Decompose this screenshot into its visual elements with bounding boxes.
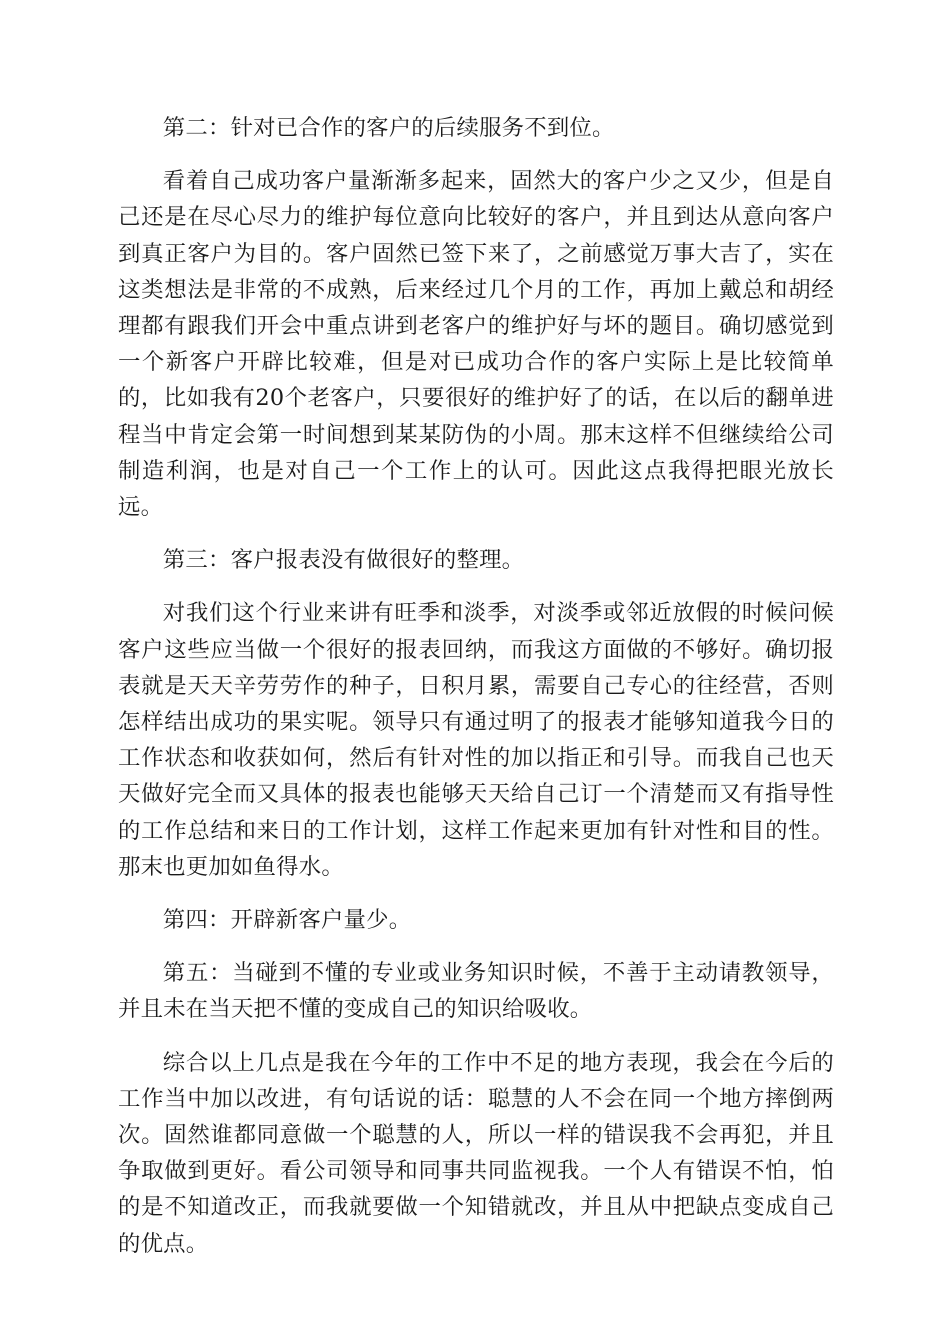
paragraph-summary: 综合以上几点是我在今年的工作中不足的地方表现，我会在今后的工作当中加以改进，有句话说的话：聪慧的人不会在同一个地方摔倒两次。固然谁都同意做一个聪慧的人，所以一样的错误我不会再犯，并且争取做到更好。看公司领导和同事共同监视我。一个人有错误不怕，怕的是不知道改正，而我就要做一个知错就改，并且从中把缺点变成自己的优点。 [118, 1049, 834, 1257]
paragraph-point-four: 第四：开辟新客户量少。 [162, 907, 412, 934]
paragraph-point-five: 第五：当碰到不懂的专业或业务知识时候，不善于主动请教领导，并且未在当天把不懂的变成自己的知识给吸收。 [118, 960, 834, 1023]
paragraph-point-two: 第二：针对已合作的客户的后续服务不到位。 [162, 115, 615, 141]
paragraph-point-three-detail: 对我们这个行业来讲有旺季和淡季，对淡季或邻近放假的时候问候客户这些应当做一个很好的报表回纳，而我这方面做的不够好。确切报表就是天天辛劳劳作的种子，日积月累，需要自己专心的往经营，否则怎样结出成功的果实呢。领导只有通过明了的报表才能够知道我今日的工作状态和收获如何，然后有针对性的加以指正和引导。而我自己也天天做好完全而又具体的报表也能够天天给自己订一个清楚而又有指导性的工作总结和来日的工作计划，这样工作起来更加有针对性和目的性。那末也更加如鱼得水。 [118, 600, 834, 880]
paragraph-point-two-detail: 看着自己成功客户量渐渐多起来，固然大的客户少之又少，但是自己还是在尽心尽力的维护每位意向比较好的客户，并且到达从意向客户到真正客户为目的。客户固然已签下来了，之前感觉万事大吉了，实在这类想法是非常的不成熟，后来经过几个月的工作，再加上戴总和胡经理都有跟我们开会中重点讲到老客户的维护好与坏的题目。确切感觉到一个新客户开辟比较难，但是对已成功合作的客户实际上是比较简单的，比如我有20个老客户，只要很好的维护好了的话，在以后的翻单进程当中肯定会第一时间想到某某防伪的小周。那末这样不但继续给公司制造利润，也是对自己一个工作上的认可。因此这点我得把眼光放长远。 [118, 168, 834, 521]
paragraph-point-three: 第三：客户报表没有做很好的整理。 [162, 547, 525, 574]
document-page [118, 110, 834, 1279]
